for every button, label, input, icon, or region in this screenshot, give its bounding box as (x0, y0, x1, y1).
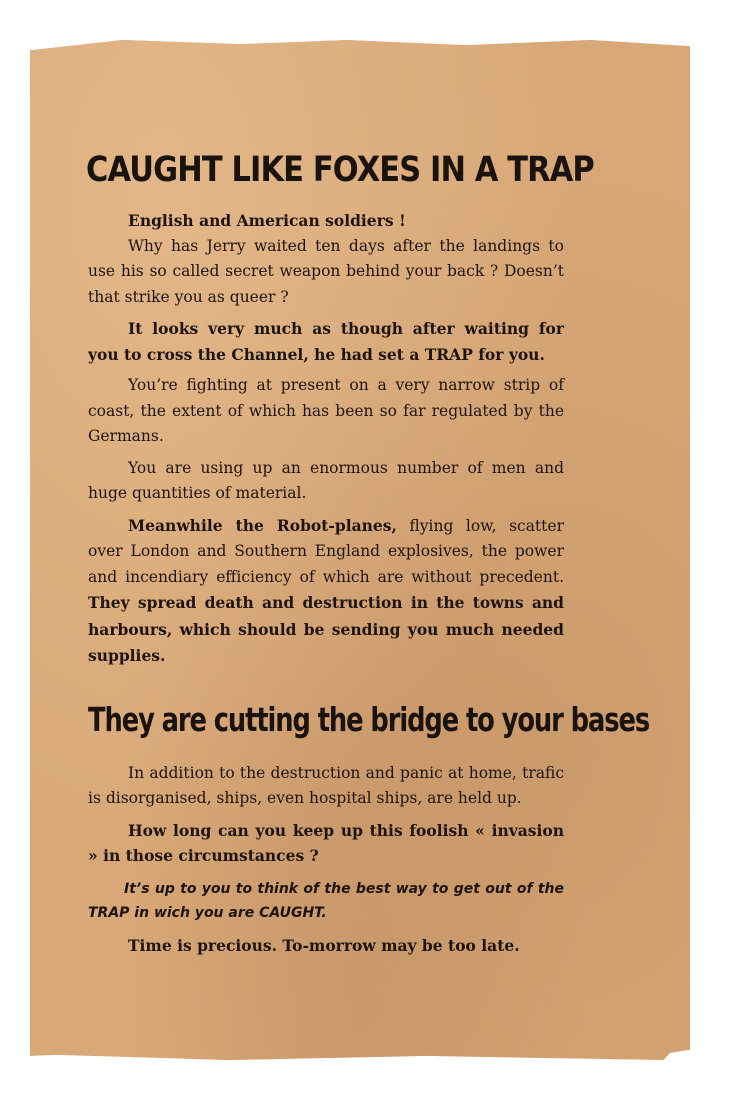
paragraph-6: In addition to the destruction and panic at home, trafic is disorganised, ships, even hospital ships, are held up. (88, 763, 564, 807)
paragraph-3: You’re fighting at present on a very narrow strip of coast, the extent of which has been so far regulated by the Germans. (88, 376, 564, 445)
paragraph-7: How long can you keep up this foolish « invasion » in those circumstances ? (88, 820, 564, 865)
subheadline: They are cutting the bridge to your bases (88, 699, 650, 739)
paragraph-8: It’s up to you to think of the best way to get out of the TRAP in wich you are CAUGHT. (88, 880, 564, 921)
closing-line: Time is precious. To-morrow may be too late. (128, 935, 520, 955)
salutation: English and American soldiers ! (128, 211, 406, 230)
paragraph-5-robot-planes: Robot-planes, (276, 515, 397, 535)
headline: CAUGHT LIKE FOXES IN A TRAP (86, 150, 594, 190)
paragraph-5-body: flying low, scatter over London and Southern England explosives, the power and incendiary efficiency of which are without precedent. (88, 516, 564, 586)
paragraph-1: Why has Jerry waited ten days after the landings to use his so called secret weapon behind your back ? Doesn’t that strike you as queer ? (88, 236, 564, 306)
paragraph-5 (88, 513, 564, 670)
paragraph-5-lead: Meanwhile the (128, 515, 277, 535)
paragraph-4: You are using up an enormous number of men and huge quantities of material. (88, 458, 564, 502)
paragraph-2: It looks very much as though after waiting for you to cross the Channel, he had set a TRAP for you. (88, 319, 564, 364)
leaflet-text (86, 150, 650, 964)
paragraph-5-emphasis: They spread death and destruction in the towns and harbours, which should be sending you much needed supplies. (88, 593, 564, 665)
